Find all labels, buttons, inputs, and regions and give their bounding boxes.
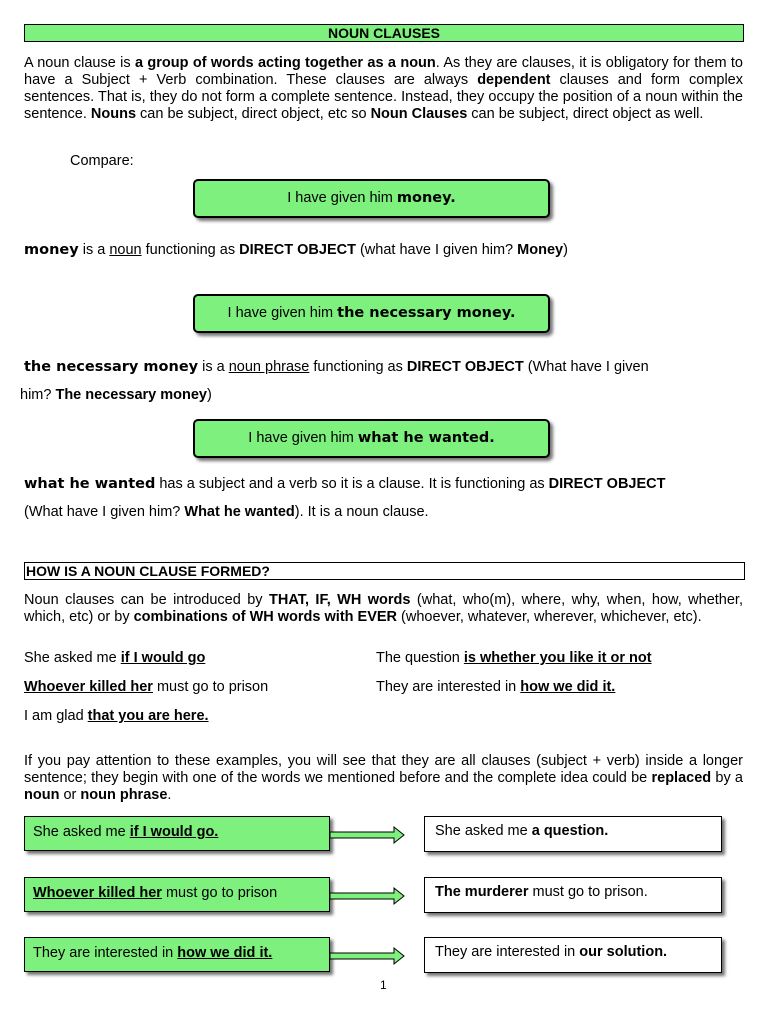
replacement-box-2: The murderer must go to prison. xyxy=(424,877,722,913)
example-how-we-did-it: They are interested in how we did it. xyxy=(376,679,616,695)
example-whether-you-like-it: The question is whether you like it or not xyxy=(376,650,652,666)
example-box-what-he-wanted: I have given him what he wanted. xyxy=(193,419,550,458)
example-box-necessary-money: I have given him the necessary money. xyxy=(193,294,550,333)
explanation-necessary-money-line2: him? The necessary money) xyxy=(20,387,212,403)
compare-label: Compare: xyxy=(70,153,134,169)
arrow-right-icon xyxy=(330,886,406,906)
intro-paragraph: A noun clause is a group of words acting together as a noun. As they are clauses, it is obligatory for them to have a Subject + Verb combination. These clauses are always dependent clauses and form complex sentences. That is, they do not form a complete sentence. Instead, they occupy the position of a noun within the sentence. Nouns can be subject, direct object, etc so Noun Clauses can be subject, direct object as well. xyxy=(24,55,743,122)
page-number: 1 xyxy=(380,978,387,992)
explanation-money: money is a noun functioning as DIRECT OBJECT (what have I given him? Money) xyxy=(24,242,568,258)
explanation-necessary-money-line1: the necessary money is a noun phrase functioning as DIRECT OBJECT (What have I given xyxy=(24,359,649,375)
example-that-you-are-here: I am glad that you are here. xyxy=(24,708,209,724)
example-box-money: I have given him money. xyxy=(193,179,550,218)
example-if-i-would-go: She asked me if I would go xyxy=(24,650,206,666)
arrow-right-icon xyxy=(330,946,406,966)
clause-box-3: They are interested in how we did it. xyxy=(24,937,330,972)
section-header-how-formed: HOW IS A NOUN CLAUSE FORMED? xyxy=(24,562,745,580)
replacement-box-3: They are interested in our solution. xyxy=(424,937,722,973)
arrow-right-icon xyxy=(330,825,406,845)
example-whoever-killed-her: Whoever killed her must go to prison xyxy=(24,679,269,695)
attention-paragraph: If you pay attention to these examples, you will see that they are all clauses (subject + verb) inside a longer sentence; they begin with one of the words we mentioned before and the complete idea could be replaced by a noun or noun phrase. xyxy=(24,753,743,803)
formed-paragraph: Noun clauses can be introduced by THAT, IF, WH words (what, who(m), where, why, when, how, whether, which, etc) or by combinations of WH words with EVER (whoever, whatever, wherever, whichever, etc). xyxy=(24,592,743,625)
clause-box-2: Whoever killed her must go to prison xyxy=(24,877,330,912)
explanation-what-he-wanted-line2: (What have I given him? What he wanted). It is a noun clause. xyxy=(24,504,429,520)
section-header-noun-clauses: NOUN CLAUSES xyxy=(24,24,744,42)
replacement-box-1: She asked me a question. xyxy=(424,816,722,852)
clause-box-1: She asked me if I would go. xyxy=(24,816,330,851)
explanation-what-he-wanted-line1: what he wanted has a subject and a verb so it is a clause. It is functioning as DIRECT OBJECT xyxy=(24,476,666,492)
